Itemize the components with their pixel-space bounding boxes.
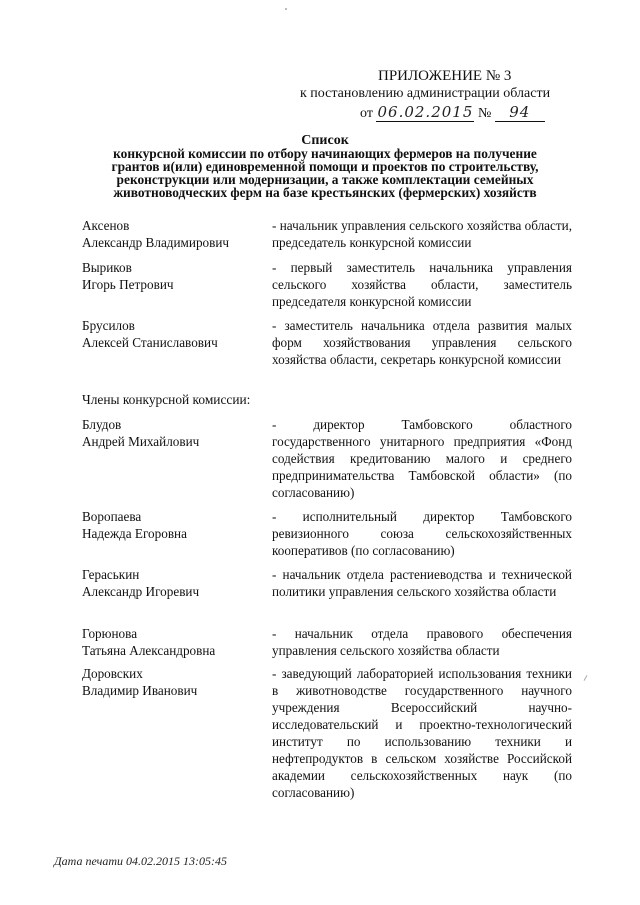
title-line: животноводческих ферм на базе крестьянских (фермерских) хозяйств [113, 185, 537, 200]
person-name: Воропаева Надежда Егоровна [82, 509, 187, 541]
members-label: Члены конкурсной комиссии: [82, 392, 251, 407]
handwritten-date: 06.02.2015 [377, 103, 474, 121]
from-label: от [360, 106, 373, 121]
print-date: Дата печати 04.02.2015 13:05:45 [54, 854, 227, 868]
document-title [60, 134, 590, 199]
appendix-subtitle: к постановлению администрации области [300, 86, 551, 101]
handwritten-number: 94 [495, 103, 545, 122]
person-name: Брусилов Алексей Станиславович [82, 318, 218, 350]
person-name: Гераськин Александр Игоревич [82, 567, 200, 599]
number-label: № [477, 106, 492, 121]
person-role: - начальник отдела растениеводства и технической политики управления сельского хозяйства области [272, 567, 572, 599]
person-name: Выриков Игорь Петрович [82, 260, 174, 292]
person-role: - заведующий лабораторией использования техники в животноводстве государственного научного учреждения Всероссийский научно-исследовательский и проектно-технологический институт по использованию техники и нефтепродуктов в сельском хозяйстве Российской академии сельскохозяйственных наук (по согласованию) [272, 666, 572, 800]
title-line: реконструкции или модернизации, а также комплектации семейных [116, 172, 534, 187]
person-role: - заместитель начальника отдела развития малых форм хозяйствования управления сельского хозяйства области, секретарь конкурсной комиссии [272, 318, 572, 367]
title-line: грантов и(или) единовременной помощи и проектов по строительству, [111, 159, 539, 174]
title-main: Список [301, 133, 349, 148]
person-name: Горюнова Татьяна Александровна [82, 626, 216, 658]
appendix-date-line [360, 103, 545, 122]
scan-dot [285, 8, 287, 10]
appendix-title: ПРИЛОЖЕНИЕ № 3 [378, 68, 512, 84]
person-role: - начальник отдела правового обеспечения управления сельского хозяйства области [272, 626, 572, 658]
person-name: Аксенов Александр Владимирович [82, 218, 230, 250]
person-name: Блудов Андрей Михайлович [82, 417, 200, 449]
person-role: - первый заместитель начальника управления сельского хозяйства области, заместитель председателя конкурсной комиссии [272, 260, 572, 309]
person-name: Доровских Владимир Иванович [82, 666, 198, 698]
scan-mark [584, 675, 588, 681]
person-role: - начальник управления сельского хозяйства области, председатель конкурсной комиссии [272, 218, 572, 250]
person-role: - директор Тамбовского областного государственного унитарного предприятия «Фонд содействия кредитованию малого и среднего предпринимательства Тамбовской области» (по согласованию) [272, 417, 572, 500]
title-line: конкурсной комиссии по отбору начинающих фермеров на получение [113, 146, 537, 161]
person-role: - исполнительный директор Тамбовского ревизионного союза сельскохозяйственных кооперативов (по согласованию) [272, 509, 572, 558]
